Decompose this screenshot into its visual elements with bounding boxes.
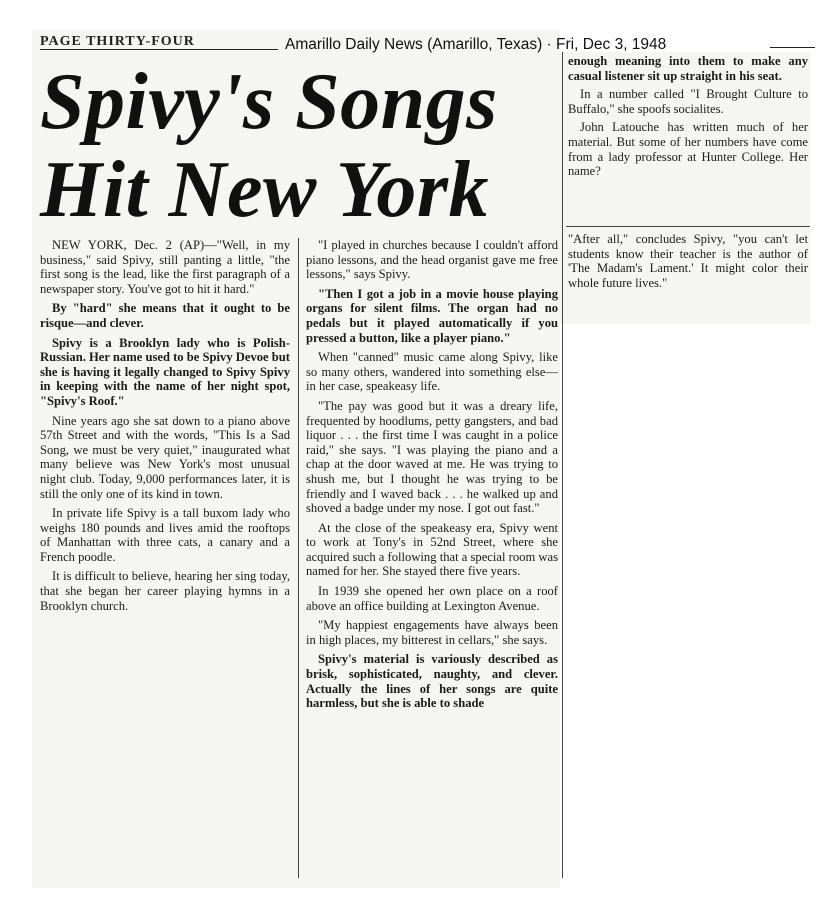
col1-paragraph: Spivy is a Brooklyn lady who is Polish-Russian. Her name used to be Spivy Devoe but she is having it legally changed to Spivy Spivy in keeping with the name of her night spot, "Spivy's Roof." [40,335,290,408]
col3-paragraph: In a number called "I Brought Culture to Buffalo," she spoofs socialites. [568,87,808,116]
col1-paragraph: Nine years ago she sat down to a piano above 57th Street and with the words, "This Is a Sad Song, we must be very quiet," inaugurated what many believe was New York's most unusual night club. Today, 9,000 performances later, it is still the only one of its kind in town. [40,413,290,501]
header-rule-right [770,47,815,48]
headline-line-1: Spivy's Songs [40,58,498,146]
article-headline [40,58,550,234]
col2-paragraph: When "canned" music came along Spivy, like so many others, wandered into something else—in her case, speakeasy life. [306,350,558,394]
article-column-3 [568,54,808,183]
col3-paragraph: enough meaning into them to make any casual listener sit up straight in his seat. [568,54,808,83]
col1-paragraph: It is difficult to believe, hearing her sing today, that she began her career playing hymns in a Brooklyn church. [40,569,290,613]
col1-paragraph: In private life Spivy is a tall buxom lady who weighs 180 pounds and lives amid the rooftops of Manhattan with three cats, a canary and a French poodle. [40,506,290,564]
col1-paragraph: NEW YORK, Dec. 2 (AP)—"Well, in my business," said Spivy, still panting a little, "the first song is the lead, like the first paragraph of a newspaper story. You've got to hit it hard." [40,238,290,296]
page-label: PAGE THIRTY-FOUR [40,34,195,49]
col1-paragraph: By "hard" she means that it ought to be risque—and clever. [40,301,290,330]
article-column-2 [306,238,558,716]
col2-paragraph: At the close of the speakeasy era, Spivy went to work at Tony's in 52nd Street, where she acquired such a following that a special room was named for her. She stayed there five years. [306,520,558,579]
col2-paragraph-bold: "Then I got a job in a movie house playing organs for silent films. The organ had no pedals but it played automatically if you pressed a button, like a player piano." [306,286,558,345]
col2-paragraph: Spivy's material is variously described as brisk, sophisticated, naughty, and clever. Actually the lines of her songs are quite harmless, but she is able to shade [306,652,558,711]
col2-paragraph: "My happiest engagements have always been in high places, my bitterest in cellars," she says. [306,618,558,647]
col3-paragraph: "After all," concludes Spivy, "you can't let students know their teacher is the author of 'The Madam's Lament.' It might color their whole future lives." [568,232,808,290]
column-3-divider [566,226,810,227]
headline-line-2: Hit New York [40,146,490,234]
col2-paragraph: "The pay was good but it was a dreary life, frequented by hoodlums, petty gangsters, and bad liquor . . . the first time I was caught in a police raid," she says. "I was playing the piano and a chap at the door waved at me. He was trying to shush me, but I thought he was trying to be friendly and I waved back . . . he walked up and shoved a badge under my nose. I got out fast." [306,398,558,516]
column-rule-2 [562,52,563,878]
header-rule-left [40,49,278,50]
column-rule-1 [298,238,299,878]
col2-paragraph: "I played in churches because I couldn't afford piano lessons, and the head organist gave me free lessons," says Spivy. [306,238,558,282]
article-column-3-continued [568,232,808,295]
col3-paragraph: John Latouche has written much of her material. But some of her numbers have come from a lady professor at Hunter College. Her name? [568,120,808,179]
col2-paragraph: In 1939 she opened her own place on a roof above an office building at Lexington Avenue. [306,584,558,613]
article-column-1 [40,238,290,618]
source-citation: Amarillo Daily News (Amarillo, Texas) · Fri, Dec 3, 1948 [285,36,667,53]
